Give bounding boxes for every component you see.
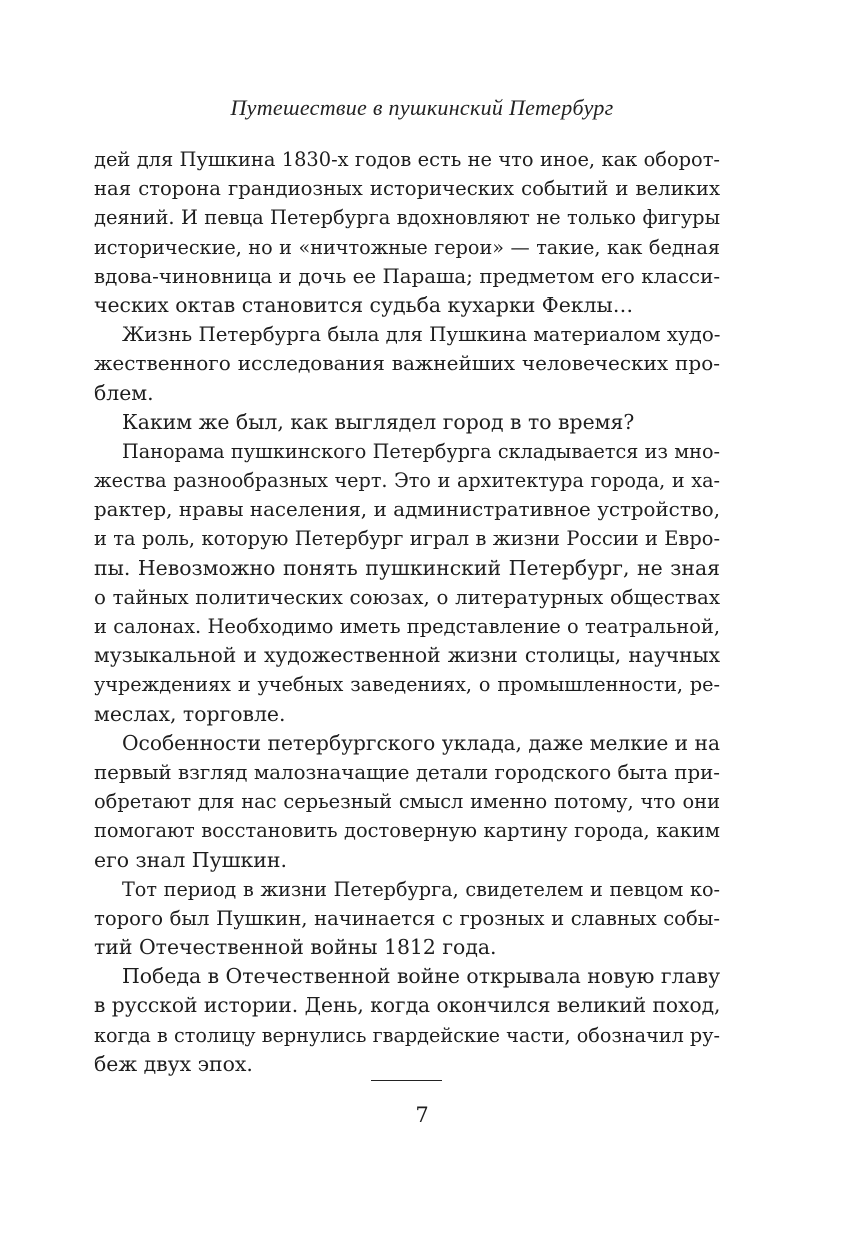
text-line: и та роль, которую Петербург играл в жизни России и Евро- xyxy=(94,527,720,551)
body-text xyxy=(94,145,720,1079)
text-line: и салонах. Необходимо иметь представление о театральной, xyxy=(94,615,720,638)
text-line: его знал Пушкин. xyxy=(94,847,287,872)
text-line: рактер, нравы населения, и административное устройство, xyxy=(94,498,720,522)
text-line: деяний. И певца Петербурга вдохновляют не только фигуры xyxy=(94,206,720,230)
text-line: в русской истории. День, когда окончился великий поход, xyxy=(94,993,721,1018)
text-line: Жизнь Петербурга была для Пушкина материалом худо- xyxy=(122,323,721,347)
text-line: исторические, но и «ничтожные герои» — такие, как бедная xyxy=(94,235,720,259)
text-line: музыкальной и художественной жизни столицы, научных xyxy=(94,643,720,668)
text-line: торого был Пушкин, начинается с грозных и славных собы- xyxy=(94,906,720,930)
text-line: учреждениях и учебных заведениях, о промышленности, ре- xyxy=(94,673,720,697)
text-line: о тайных политических союзах, о литературных обществах xyxy=(94,585,720,609)
text-line: обретают для нас серьезный смысл именно потому, что они xyxy=(94,790,720,814)
text-line: дей для Пушкина 1830-х годов есть не что иное, как оборот- xyxy=(94,148,720,171)
text-line: пы. Невозможно понять пушкинский Петербург, не зная xyxy=(94,555,720,580)
text-line: Каким же был, как выглядел город в то время? xyxy=(122,409,635,434)
page-number: 7 xyxy=(415,1103,429,1127)
text-line: Особенности петербургского уклада, даже мелкие и на xyxy=(122,730,721,755)
text-line: Победа в Отечественной войне открывала новую главу xyxy=(122,964,721,989)
text-line: меслах, торговле. xyxy=(94,701,286,726)
text-line: Панорама пушкинского Петербурга складывается из мно- xyxy=(122,439,720,463)
text-line: помогают восстановить достоверную картину города, каким xyxy=(94,819,720,843)
text-line: тий Отечественной войны 1812 года. xyxy=(94,935,497,960)
running-head: Путешествие в пушкинский Петербург xyxy=(230,95,614,120)
footer-rule xyxy=(371,1080,442,1081)
text-line: ческих октав становится судьба кухарки Феклы… xyxy=(94,292,634,317)
text-line: жественного исследования важнейших человеческих про- xyxy=(94,351,720,376)
text-line: первый взгляд малозначащие детали городского быта при- xyxy=(94,760,720,784)
text-line: ная сторона грандиозных исторических событий и великих xyxy=(94,177,720,201)
text-line: беж двух эпох. xyxy=(94,1051,253,1076)
text-line: вдова-чиновница и дочь ее Параша; предметом его класси- xyxy=(94,264,720,288)
text-line: когда в столицу вернулись гвардейские части, обозначил ру- xyxy=(94,1023,720,1047)
text-line: жества разнообразных черт. Это и архитектура города, и ха- xyxy=(94,469,720,493)
text-line: Тот период в жизни Петербурга, свидетелем и певцом ко- xyxy=(122,877,720,901)
text-line: блем. xyxy=(94,380,154,405)
